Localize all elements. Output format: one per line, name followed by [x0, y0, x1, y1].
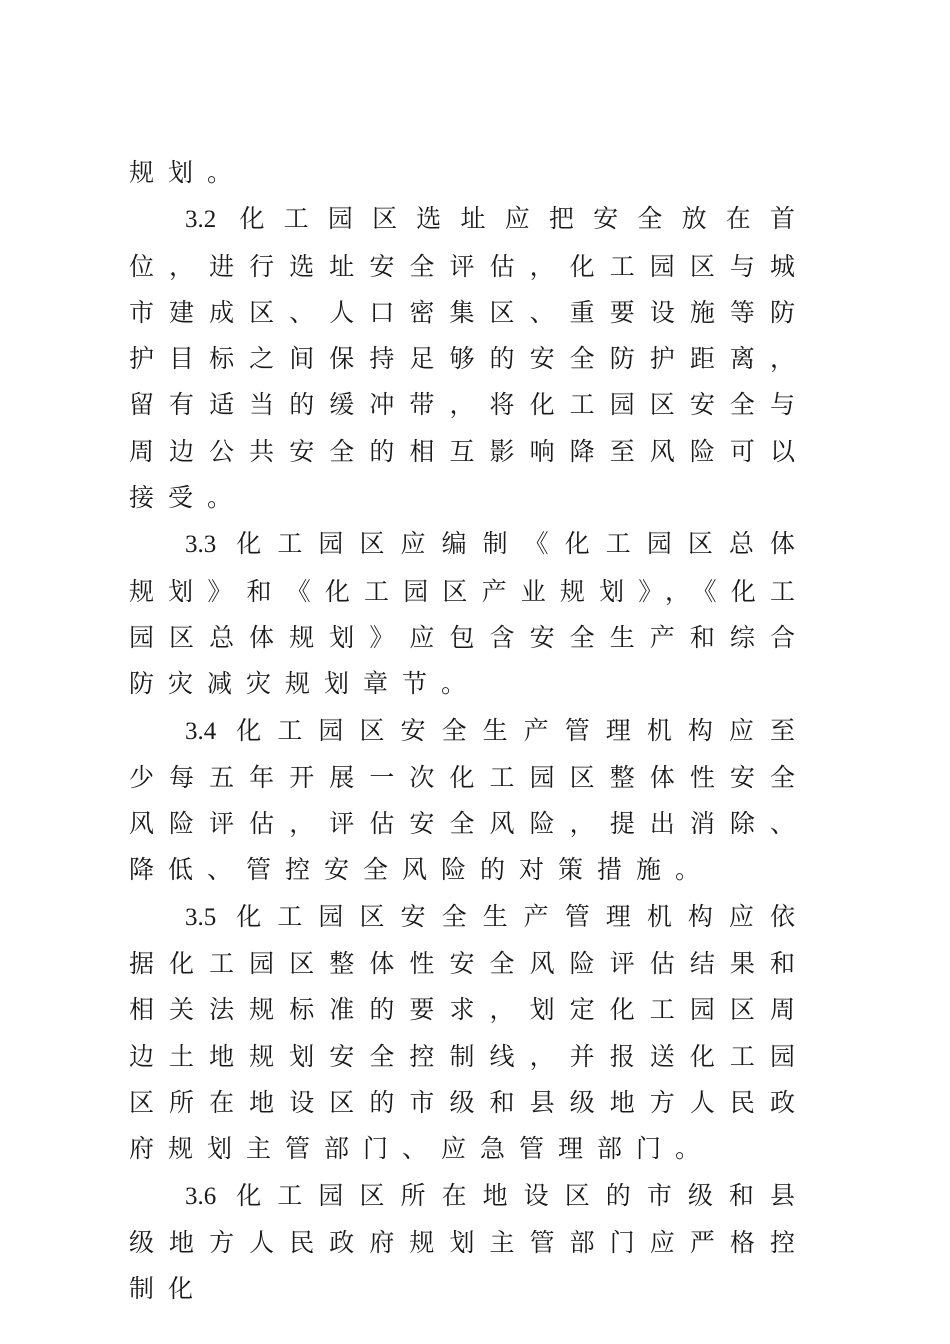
paragraph-text: 化工园区所在地设区的市级和县级地方人民政府规划主管部门应严格控制化 — [129, 1180, 809, 1304]
paragraph-text: 化工园区选址应把安全放在首位，进行选址安全评估，化工园区与城市建成区、人口密集区、重要设施等防护目标之间保持足够的安全防护距离，留有适当的缓冲带，将化工园区安全与周边公共安全的相互影响降至风险可以接受。 — [129, 204, 809, 513]
paragraph-text: 化工园区应编制《化工园区总体规划》和《化工园区产业规划》，《化工园区总体规划》应包含安全生产和综合防灾减灾规划章节。 — [129, 529, 809, 699]
paragraph-3-2 — [129, 196, 809, 521]
paragraph-3-4 — [129, 708, 809, 894]
paragraph-3-3 — [129, 521, 809, 707]
section-number: 3.3 — [185, 531, 217, 559]
paragraph-continuation — [129, 150, 809, 196]
paragraph-text: 规划。 — [129, 158, 247, 187]
section-number: 3.2 — [185, 206, 217, 234]
section-number: 3.5 — [185, 903, 217, 931]
paragraph-text: 化工园区安全生产管理机构应依据化工园区整体性安全风险评估结果和相关法规标准的要求，划定化工园区周边土地规划安全控制线，并报送化工园区所在地设区的市级和县级地方人民政府规划主管部门、应急管理部门。 — [129, 901, 809, 1164]
section-number: 3.6 — [185, 1182, 217, 1210]
document-body — [129, 150, 809, 1312]
paragraph-3-5 — [129, 894, 809, 1173]
paragraph-text: 化工园区安全生产管理机构应至少每五年开展一次化工园区整体性安全风险评估，评估安全风险，提出消除、降低、管控安全风险的对策措施。 — [129, 715, 809, 885]
paragraph-3-6 — [129, 1173, 809, 1313]
section-number: 3.4 — [185, 717, 217, 745]
